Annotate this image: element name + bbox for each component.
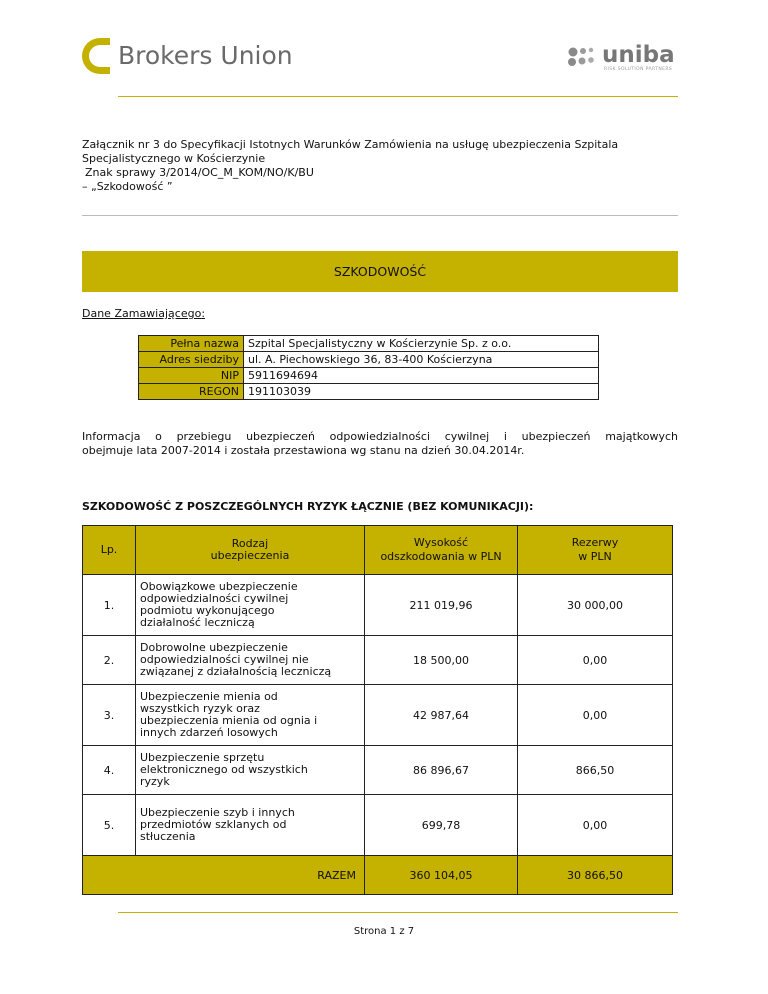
header-rezerwy-line-1: Rezerwy (571, 536, 619, 549)
info-label: REGON (139, 384, 244, 400)
info-row (139, 352, 599, 368)
table-header-row (83, 526, 673, 575)
row-rodzaj (136, 636, 365, 685)
row-wysokosc: 42 987,64 (365, 685, 518, 746)
intro-line-1: Załącznik nr 3 do Specyfikacji Istotnych Warunków Zamówienia na usługę ubezpieczenia Szpitala (82, 138, 619, 151)
rodzaj-line: stłuczenia (140, 830, 196, 843)
info-label: NIP (139, 368, 244, 384)
table-row (83, 575, 673, 636)
info-row (139, 368, 599, 384)
document-intro (82, 138, 702, 194)
table-row (83, 685, 673, 746)
rodzaj-line: wszystkich ryzyk oraz (140, 702, 260, 715)
rodzaj-line: ryzyk (140, 775, 170, 788)
intro-divider (82, 215, 678, 216)
info-paragraph (82, 430, 678, 458)
uniba-logo (566, 42, 676, 76)
para-word: o (155, 430, 162, 443)
section-label-client (82, 307, 205, 320)
row-lp: 3. (83, 685, 136, 746)
para-word: majątkowych (605, 430, 678, 443)
row-lp: 1. (83, 575, 136, 636)
total-label: RAZEM (83, 856, 365, 895)
row-rezerwy: 0,00 (518, 636, 673, 685)
row-wysokosc: 211 019,96 (365, 575, 518, 636)
footer-divider (118, 912, 678, 913)
rodzaj-line: odpowiedzialności cywilnej nie (140, 653, 309, 666)
info-value: 191103039 (244, 384, 599, 400)
total-rezerwy: 30 866,50 (518, 856, 673, 895)
para-word: ubezpieczeń (521, 430, 591, 443)
info-paragraph-line-2: obejmuje lata 2007-2014 i została przestawiona wg stanu na dzień 30.04.2014r. (82, 444, 525, 457)
info-value: ul. A. Piechowskiego 36, 83-400 Kościerzyna (244, 352, 599, 368)
row-rodzaj (136, 795, 365, 856)
info-row (139, 384, 599, 400)
info-paragraph-line-1 (82, 430, 678, 444)
row-rezerwy: 30 000,00 (518, 575, 673, 636)
rodzaj-line: działalność leczniczą (140, 616, 255, 629)
header-rodzaj (136, 526, 365, 575)
row-wysokosc: 86 896,67 (365, 746, 518, 795)
row-rezerwy: 866,50 (518, 746, 673, 795)
rodzaj-line: innych zdarzeń losowych (140, 726, 278, 739)
table-total-row (83, 856, 673, 895)
header-divider (118, 96, 678, 97)
row-wysokosc: 18 500,00 (365, 636, 518, 685)
rodzaj-line: Ubezpieczenie mienia od (140, 690, 278, 703)
rodzaj-line: przedmiotów szklanych od (140, 818, 287, 831)
para-word: odpowiedzialności (329, 430, 431, 443)
info-label: Adres siedziby (139, 352, 244, 368)
para-word: ubezpieczeń (246, 430, 315, 443)
intro-line-2: Specjalistycznego w Kościerzynie (82, 152, 266, 165)
page-title: SZKODOWOŚĆ (82, 251, 678, 292)
row-wysokosc: 699,78 (365, 795, 518, 856)
intro-line-4: – „Szkodowość ” (82, 180, 173, 193)
uniba-logo-tagline: RISK SOLUTION PARTNERS (604, 67, 673, 72)
para-word: cywilnej (444, 430, 490, 443)
uniba-logo-text: uniba (602, 42, 675, 68)
table-row (83, 795, 673, 856)
rodzaj-line: podmiotu wykonującego (140, 604, 275, 617)
client-label-text: Dane Zamawiającego (82, 307, 202, 320)
rodzaj-line: Ubezpieczenie szyb i innych (140, 806, 295, 819)
row-rodzaj (136, 746, 365, 795)
header-wysokosc-line-2: odszkodowania w PLN (380, 550, 502, 563)
row-rezerwy: 0,00 (518, 685, 673, 746)
section-heading: SZKODOWOŚĆ Z POSZCZEGÓLNYCH RYZYK ŁĄCZNIE (BEZ KOMUNIKACJI): (82, 500, 534, 513)
client-label-colon: : (201, 307, 206, 320)
total-wysokosc: 360 104,05 (365, 856, 518, 895)
header-rezerwy-line-2: w PLN (578, 550, 612, 563)
info-value: 5911694694 (244, 368, 599, 384)
row-lp: 2. (83, 636, 136, 685)
info-value: Szpital Specjalistyczny w Kościerzynie Sp. z o.o. (244, 336, 599, 352)
para-word: i (503, 430, 507, 443)
brokers-union-logo (82, 38, 293, 80)
header-wysokosc-line-1: Wysokość (413, 536, 469, 549)
row-rezerwy: 0,00 (518, 795, 673, 856)
intro-line-3: Znak sprawy 3/2014/OC_M_KOM/NO/K/BU (85, 166, 314, 179)
header-wysokosc (365, 526, 518, 575)
row-rodzaj (136, 685, 365, 746)
claims-table (82, 525, 673, 895)
rodzaj-line: ubezpieczenia mienia od ognia i (140, 714, 318, 727)
info-row (139, 336, 599, 352)
info-label: Pełna nazwa (139, 336, 244, 352)
row-rodzaj (136, 575, 365, 636)
client-info-table (138, 335, 599, 400)
header-rodzaj-line-1: Rodzaj (231, 537, 269, 550)
brokers-union-logo-text: Brokers Union (118, 41, 293, 70)
table-row (83, 746, 673, 795)
page-number: Strona 1 z 7 (353, 926, 415, 937)
para-word: Informacja (82, 430, 141, 443)
row-lp: 5. (83, 795, 136, 856)
brokers-union-c-icon (82, 38, 110, 74)
para-word: przebiegu (176, 430, 232, 443)
row-lp: 4. (83, 746, 136, 795)
header-rodzaj-line-2: ubezpieczenia (210, 549, 290, 562)
table-row (83, 636, 673, 685)
rodzaj-line: odpowiedzialności cywilnej (140, 592, 289, 605)
header-lp: Lp. (83, 526, 136, 575)
rodzaj-line: Ubezpieczenie sprzętu (140, 751, 265, 764)
rodzaj-line: elektronicznego od wszystkich (140, 763, 308, 776)
rodzaj-line: Obowiązkowe ubezpieczenie (140, 580, 298, 593)
rodzaj-line: Dobrowolne ubezpieczenie (140, 641, 288, 654)
rodzaj-line: związanej z działalnością leczniczą (140, 665, 332, 678)
header-rezerwy (518, 526, 673, 575)
uniba-dots-icon (566, 46, 600, 68)
